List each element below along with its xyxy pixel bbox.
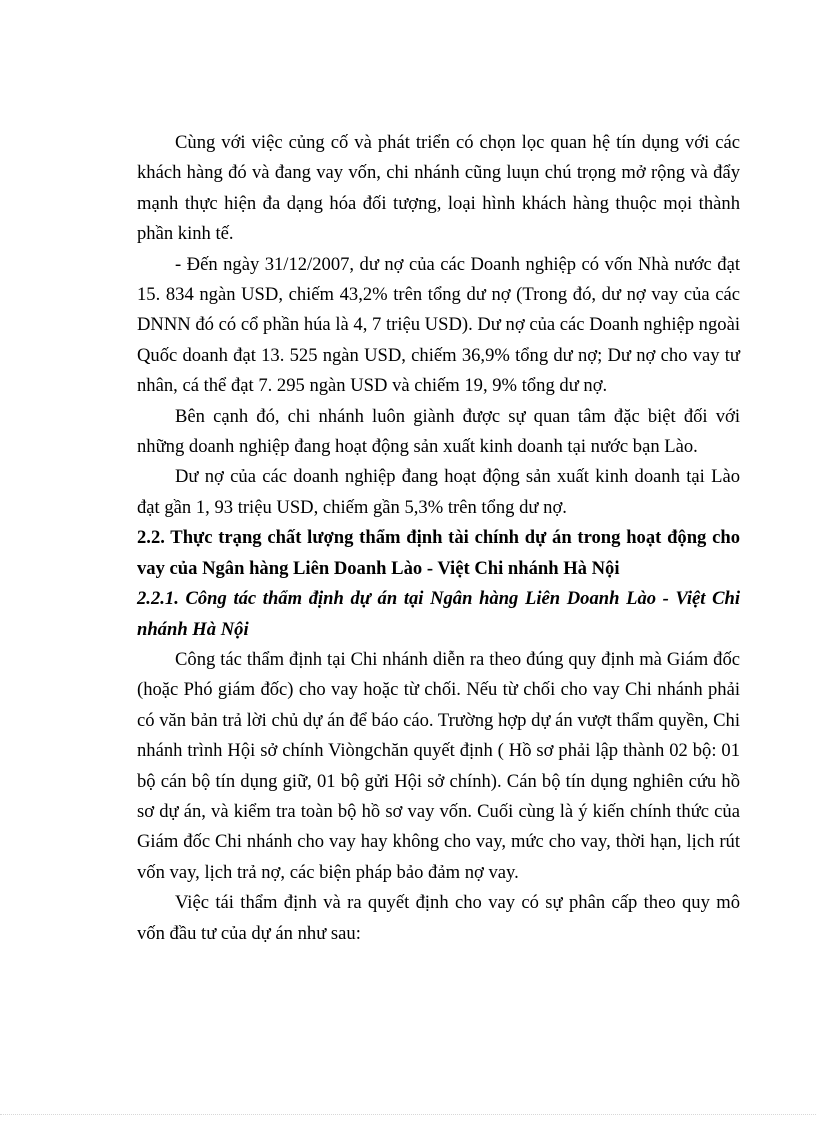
section-heading: 2.2. Thực trạng chất lượng thẩm định tài chính dự án trong hoạt động cho vay của Ngân hàng Liên Doanh Lào - Việt Chi nhánh Hà Nội <box>137 527 740 579</box>
subsection-heading: 2.2.1. Công tác thẩm định dự án tại Ngân hàng Liên Doanh Lào - Việt Chi nhánh Hà Nội <box>137 588 740 640</box>
paragraph-laos-enterprises: Bên cạnh đó, chi nhánh luôn giành được sự quan tâm đặc biệt đối với những doanh nghiệp đang hoạt động sản xuất kinh doanh tại nước bạn Lào. <box>137 405 740 458</box>
paragraph-credit-relations: Cùng với việc củng cố và phát triển có chọn lọc quan hệ tín dụng với các khách hàng đó và đang vay vốn, chi nhánh cũng luụn chú trọng mở rộng và đẩy mạnh thực hiện đa dạng hóa đối tượng, loại hình khách hàng thuộc mọi thành phần kinh tế. <box>137 132 740 245</box>
page-bottom-divider <box>0 1114 816 1115</box>
paragraph-outstanding-loans: - Đến ngày 31/12/2007, dư nợ của các Doanh nghiệp có vốn Nhà nước đạt 15. 834 ngàn USD, chiếm 43,2% trên tổng dư nợ (Trong đó, dư nợ vay của các DNNN đó có cổ phần húa là 4, 7 triệu USD). Dư nợ của các Doanh nghiệp ngoài Quốc doanh đạt 13. 525 ngàn USD, chiếm 36,9% tổng dư nợ; Dư nợ cho vay tư nhân, cá thể đạt 7. 295 ngàn USD và chiếm 19, 9% tổng dư nợ. <box>137 253 740 397</box>
paragraph-laos-loans: Dư nợ của các doanh nghiệp đang hoạt động sản xuất kinh doanh tại Lào đạt gần 1, 93 triệu USD, chiếm gần 5,3% trên tổng dư nợ. <box>137 466 740 518</box>
paragraph-appraisal-process: Công tác thẩm định tại Chi nhánh diễn ra theo đúng quy định mà Giám đốc (hoặc Phó giám đốc) cho vay hoặc từ chối. Nếu từ chối cho vay Chi nhánh phải có văn bản trả lời chủ dự án để báo cáo. Trường hợp dự án vượt thẩm quyền, Chi nhánh trình Hội sở chính Viòngchăn quyết định ( Hồ sơ phải lập thành 02 bộ: 01 bộ cán bộ tín dụng giữ, 01 bộ gửi Hội sở chính). Cán bộ tín dụng nghiên cứu hồ sơ dự án, và kiểm tra toàn bộ hồ sơ vay vốn. Cuối cùng là ý kiến chính thức của Giám đốc Chi nhánh cho vay hay không cho vay, mức cho vay, thời hạn, lịch rút vốn vay, lịch trả nợ, các biện pháp bảo đảm nợ vay. <box>137 648 740 883</box>
document-body <box>137 128 740 949</box>
paragraph-reappraisal: Việc tái thẩm định và ra quyết định cho vay có sự phân cấp theo quy mô vốn đầu tư của dự án như sau: <box>137 892 740 944</box>
